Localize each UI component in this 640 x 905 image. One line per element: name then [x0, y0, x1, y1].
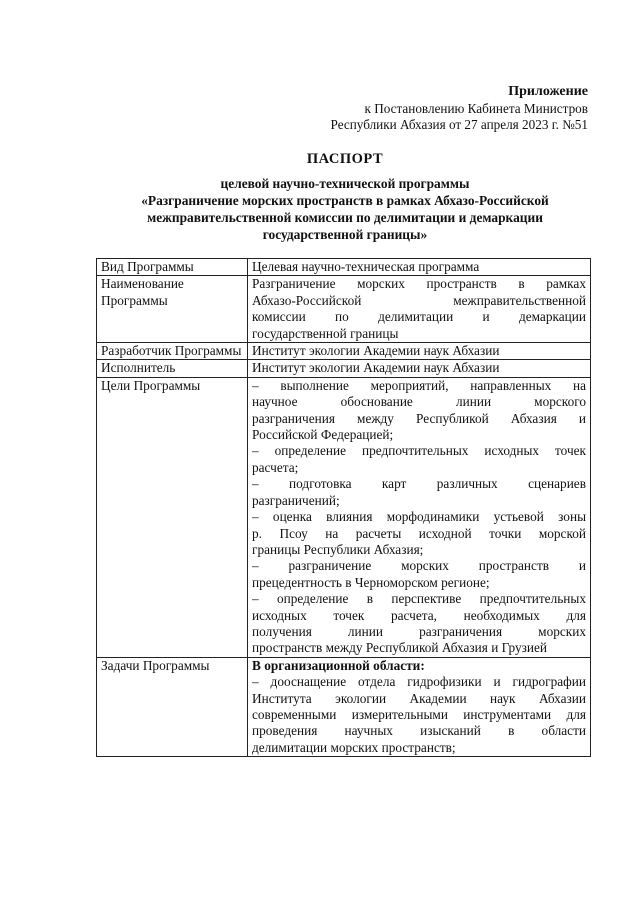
row-value-line: границы Республики Абхазия; [252, 541, 424, 557]
row-label: Задачи Программы [97, 657, 248, 756]
row-value [248, 343, 591, 360]
row-value-line: – оценка влияния морфодинамики устьевой зоны [252, 509, 586, 525]
table-row [97, 657, 591, 756]
row-label: Исполнитель [97, 360, 248, 377]
row-value-line: – определение в перспективе предпочтительных [252, 591, 586, 607]
row-subheading: В организационной области: [252, 657, 425, 673]
row-value-line: пространств между Республикой Абхазия и Грузией [252, 640, 548, 656]
heading-line-1: целевой научно-технической программы [220, 176, 470, 191]
table-row [97, 259, 591, 276]
heading-line-2: «Разграничение морских пространств в рамках Абхазо-Российской [141, 193, 549, 208]
table-row [97, 276, 591, 343]
row-value-line: Разграничение морских пространств в рамках [252, 276, 586, 292]
row-value-line: проведения научных изысканий в области [252, 723, 586, 739]
row-value-line: Институт экологии Академии наук Абхазии [252, 360, 500, 376]
document-heading [60, 151, 630, 243]
appendix-block [331, 84, 588, 133]
row-value-line: комиссии по делимитации и демаркации [252, 309, 586, 325]
row-label: Цели Программы [97, 377, 248, 657]
row-label: Наименование Программы [97, 276, 248, 343]
row-value [248, 276, 591, 343]
row-value [248, 360, 591, 377]
passport-table-body [97, 259, 591, 757]
row-label: Вид Программы [97, 259, 248, 276]
passport-table [96, 258, 591, 757]
row-value-line: разграничения между Республикой Абхазия и [252, 410, 586, 426]
row-value [248, 377, 591, 657]
table-row [97, 343, 591, 360]
row-value [248, 259, 591, 276]
row-value-line: научное обоснование линии морского [252, 394, 586, 410]
row-value-line: разграничений; [252, 492, 340, 508]
row-value-line: – определение предпочтительных исходных точек [252, 443, 586, 459]
row-value-line: делимитации морских пространств; [252, 739, 456, 755]
row-value [248, 657, 591, 756]
row-value-line: государственной границы [252, 325, 399, 341]
row-value-line: Институт экологии Академии наук Абхазии [252, 343, 500, 359]
row-value-line: – разграничение морских пространств и [252, 558, 586, 574]
row-label: Разработчик Программы [97, 343, 248, 360]
row-value-line: расчета; [252, 459, 299, 475]
passport-title: ПАСПОРТ [306, 151, 384, 167]
row-value-line: – подготовка карт различных сценариев [252, 476, 586, 492]
row-value-line: – дооснащение отдела гидрофизики и гидрографии [252, 674, 586, 690]
row-value-line: прецедентность в Черноморском регионе; [252, 574, 490, 590]
appendix-line-1: к Постановлению Кабинета Министров [364, 101, 588, 116]
heading-line-4: государственной границы» [262, 227, 428, 242]
row-value-line: Абхазо-Российской межправительственной [252, 292, 586, 308]
appendix-line-2: Республики Абхазия от 27 апреля 2023 г. №51 [330, 117, 588, 132]
row-value-line: р. Псоу на расчеты исходной точки морской [252, 525, 586, 541]
table-row [97, 377, 591, 657]
appendix-title: Приложение [508, 84, 588, 99]
row-value-line: исходных точек расчета, необходимых для [252, 607, 586, 623]
heading-line-3: межправительственной комиссии по делимитации и демаркации [147, 210, 543, 225]
table-row [97, 360, 591, 377]
row-value-line: Института экологии Академии наук Абхазии [252, 690, 586, 706]
row-value-line: – выполнение мероприятий, направленных на [252, 377, 586, 393]
row-value-line: Целевая научно-техническая программа [252, 259, 480, 274]
row-value-line: Российской Федерацией; [252, 427, 394, 443]
row-value-line: получения линии разграничения морских [252, 623, 586, 639]
row-value-line: современными измерительными инструментами для [252, 706, 586, 722]
